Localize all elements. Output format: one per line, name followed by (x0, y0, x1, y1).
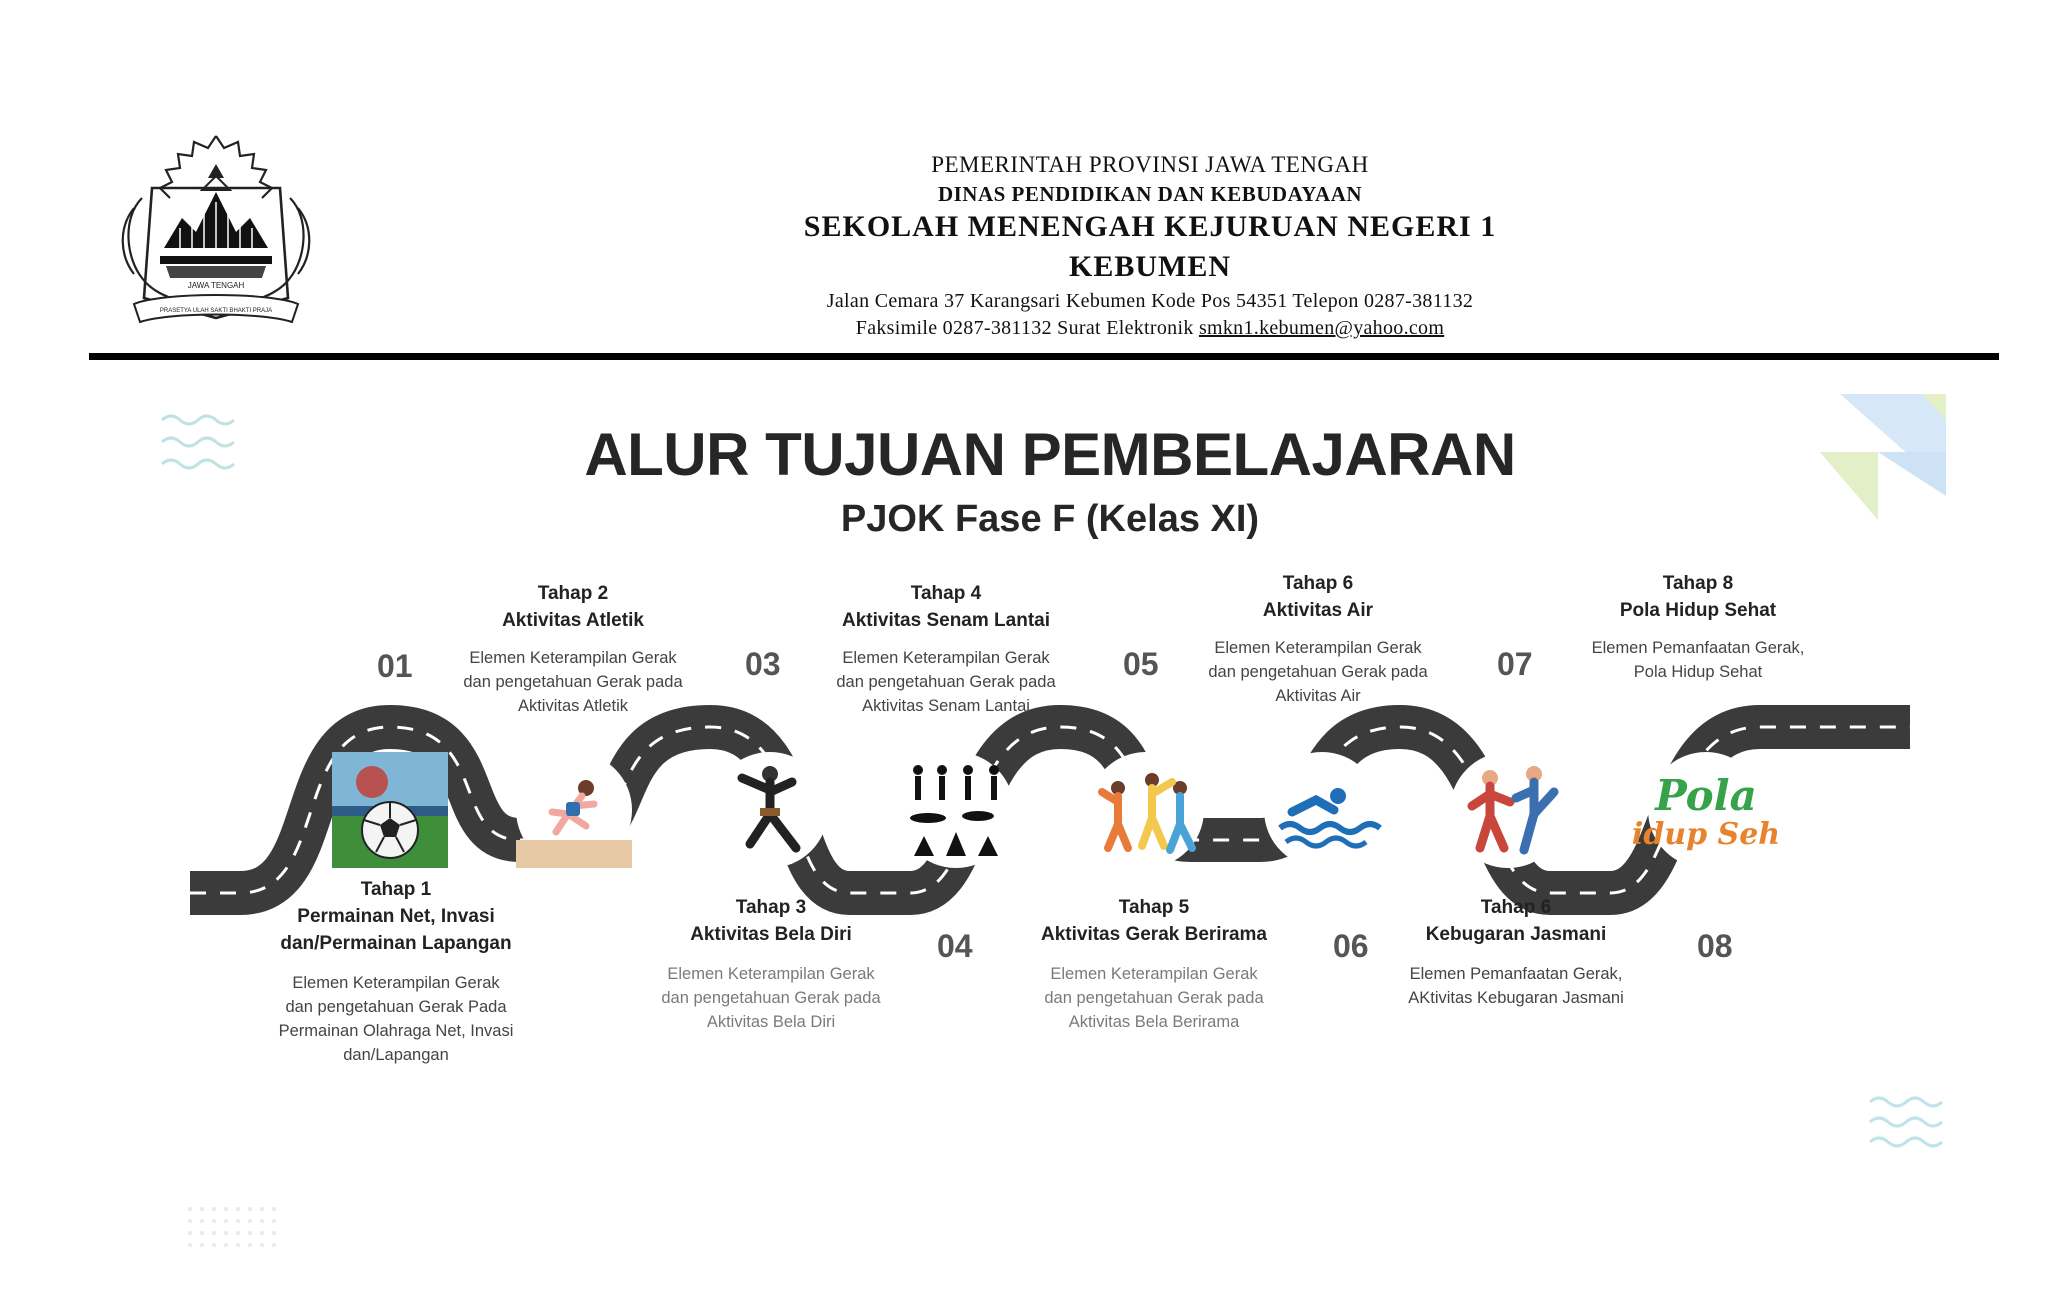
letterhead-city: KEBUMEN (1068, 250, 1231, 283)
soccer-ball-icon (332, 752, 448, 868)
fitness-icon (1450, 752, 1566, 868)
stage-1 (246, 876, 546, 1067)
svg-text:idup Seh: idup Seh (1631, 817, 1781, 852)
stage-7 (1366, 894, 1666, 1010)
gymnastics-icon (898, 752, 1014, 868)
svg-text:PRASETYA ULAH SAKTI BHAKTI PRA: PRASETYA ULAH SAKTI BHAKTI PRAJA (159, 308, 273, 314)
fax-label: Faksimile 0287-381132 Surat Elektronik (855, 317, 1199, 339)
martial-arts-icon (712, 752, 828, 868)
step-number-03: 03 (745, 646, 781, 682)
stage-2 (423, 580, 723, 718)
pola-hidup-sehat-logo (1631, 752, 1781, 868)
long-jump-icon (516, 752, 632, 868)
email-link[interactable]: smkn1.kebumen@yahoo.com (1198, 317, 1445, 339)
letterhead-school-name: SEKOLAH MENENGAH KEJURUAN NEGERI 1 (803, 210, 1497, 243)
stage-description: Elemen Keterampilan Gerak dan pengetahuan Gerak pada Aktivitas Atletik (463, 649, 683, 715)
infographic-subtitle: PJOK Fase F (Kelas XI) (840, 498, 1260, 540)
stage-title: Tahap 5 Aktivitas Gerak Berirama (1040, 897, 1267, 945)
stage-4 (796, 580, 1096, 718)
stage-description: Elemen Keterampilan Gerak dan pengetahuan Gerak pada Aktivitas Senam Lantai (836, 649, 1056, 715)
stage-title: Tahap 8 Pola Hidup Sehat (1619, 573, 1777, 621)
stage-description: Elemen Keterampilan Gerak dan pengetahuan Gerak pada Aktivitas Bela Diri (661, 965, 881, 1031)
stage-title: Tahap 3 Aktivitas Bela Diri (690, 897, 852, 945)
infographic-title: ALUR TUJUAN PEMBELAJARAN (584, 421, 1516, 488)
stage-description: Elemen Keterampilan Gerak dan pengetahuan Gerak Pada Permainan Olahraga Net, Invasi dan/Lapangan (278, 974, 514, 1064)
stage-title: Tahap 1 Permainan Net, Invasi dan/Permainan Lapangan (280, 879, 512, 954)
stage-description: Elemen Keterampilan Gerak dan pengetahuan Gerak pada Aktivitas Air (1208, 639, 1428, 705)
step-number-05: 05 (1123, 646, 1159, 682)
stage-description: Elemen Pemanfaatan Gerak, Pola Hidup Sehat (1591, 639, 1805, 681)
stage-description: Elemen Keterampilan Gerak dan pengetahuan Gerak pada Aktivitas Bela Berirama (1044, 965, 1264, 1031)
stage-title: Tahap 6 Aktivitas Air (1262, 573, 1374, 621)
stage-3 (621, 894, 921, 1034)
stage-6 (1168, 570, 1468, 708)
stage-description: Elemen Pemanfaatan Gerak, AKtivitas Kebugaran Jasmani (1408, 965, 1624, 1007)
step-number-08: 08 (1697, 928, 1733, 964)
swimming-icon (1264, 752, 1380, 868)
stage-title: Tahap 2 Aktivitas Atletik (502, 583, 644, 631)
dance-icon (1088, 752, 1204, 868)
stage-5 (1004, 894, 1304, 1034)
svg-text:JAWA TENGAH: JAWA TENGAH (187, 281, 245, 290)
step-number-04: 04 (937, 928, 973, 964)
step-number-07: 07 (1497, 646, 1533, 682)
stage-title: Tahap 6 Kebugaran Jasmani (1425, 897, 1607, 945)
letterhead-address: Jalan Cemara 37 Karangsari Kebumen Kode Pos 54351 Telepon 0287-381132 (826, 290, 1474, 312)
stage-8 (1548, 570, 1848, 684)
step-number-01: 01 (377, 648, 413, 684)
letterhead-government: PEMERINTAH PROVINSI JAWA TENGAH (931, 152, 1369, 177)
stage-title: Tahap 4 Aktivitas Senam Lantai (841, 583, 1051, 631)
letterhead-department: DINAS PENDIDIKAN DAN KEBUDAYAAN (937, 182, 1363, 206)
step-number-06: 06 (1333, 928, 1369, 964)
svg-text:Pola: Pola (1655, 771, 1757, 820)
